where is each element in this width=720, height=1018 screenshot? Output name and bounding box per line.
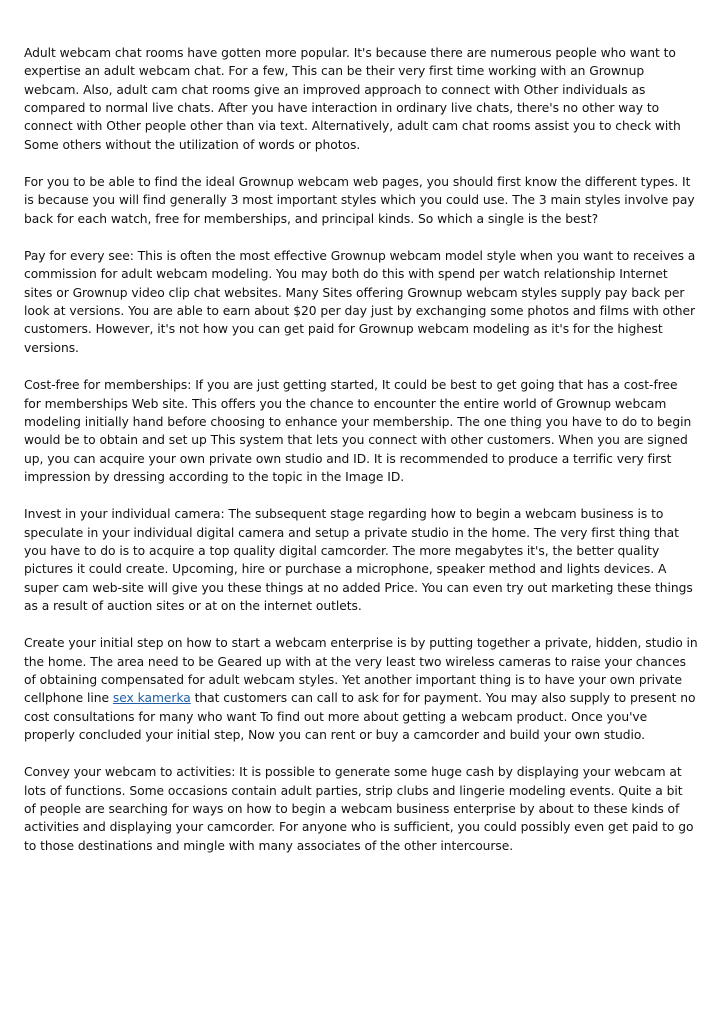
sex-kamerka-link[interactable]: sex kamerka	[112, 691, 191, 706]
paragraph-text-after-link: that customers can call to ask for for payment. You may also supply to present no cost consultations for many who want To find out more about getting a webcam product. Once you've properly concluded your initial step, Now you can rent or buy a camcorder and build your own studio.	[24, 691, 696, 742]
document-body	[24, 44, 698, 874]
paragraph-create-initial-step	[24, 634, 698, 744]
paragraph-invest-in-camera: Invest in your individual camera: The subsequent stage regarding how to begin a webcam business is to speculate in your individual digital camera and setup a private studio in the home. The very first thing that you have to do is to acquire a top quality digital camcorder. The more megabytes it's, the better quality pictures it could create. Upcoming, hire or purchase a microphone, speaker method and lights devices. A super cam web-site will give you these things at no added Price. You can even try out marketing these things as a result of auction sites or at on the internet outlets.	[24, 507, 693, 613]
paragraph-free-memberships: Cost-free for memberships: If you are just getting started, It could be best to get going that has a cost-free for memberships Web site. This offers you the chance to encounter the entire world of Grownup webcam modeling initially hand before choosing to enhance your membership. The one thing you have to do to begin would be to obtain and set up This system that lets you connect with other customers. When you are signed up, you can acquire your own private own studio and ID. It is recommended to produce a terrific very first impression by dressing according to the topic in the Image ID.	[24, 378, 692, 484]
paragraph-text-before-link: Create your initial step on how to start a webcam enterprise is by putting together a private, hidden, studio in the home. The area need to be Geared up with at the very least two wireless cameras to raise your chances of obtaining compensated for adult webcam styles. Yet another important thing is to have your own private cellphone line	[24, 636, 698, 706]
paragraph-convey-webcam-to-activities: Convey your webcam to activities: It is possible to generate some huge cash by displaying your webcam at lots of functions. Some occasions contain adult parties, strip clubs and lingerie modeling events. Quite a bit of people are searching for ways on how to begin a webcam business enterprise by about to these kinds of activities and displaying your camcorder. For anyone who is sufficient, you could possibly even get paid to go to those destinations and mingle with many associates of the other intercourse.	[24, 765, 694, 853]
paragraph-adult-webcam-chat-rooms: Adult webcam chat rooms have gotten more popular. It's because there are numerous people who want to expertise an adult webcam chat. For a few, This can be their very first time working with an Grownup webcam. Also, adult cam chat rooms give an improved approach to connect with Other individuals as compared to normal live chats. After you have interaction in ordinary live chats, there's no other way to connect with Other people other than via text. Alternatively, adult cam chat rooms assist you to check with Some others without the utilization of words or photos.	[24, 46, 681, 152]
paragraph-webcam-site-types: For you to be able to find the ideal Grownup webcam web pages, you should first know the different types. It is because you will find generally 3 most important styles which you could use. The 3 main styles involve pay back for each watch, free for memberships, and principal kinds. So which a single is the best?	[24, 175, 695, 226]
paragraph-pay-per-view: Pay for every see: This is often the most effective Grownup webcam model style when you want to receives a commission for adult webcam modeling. You may both do this with spend per watch relationship Internet sites or Grownup video clip chat websites. Many Sites offering Grownup webcam styles supply pay back per look at versions. You are able to earn about $20 per day just by exchanging some photos and films with other customers. However, it's not how you can get paid for Grownup webcam modeling as it's for the highest versions.	[24, 249, 696, 355]
